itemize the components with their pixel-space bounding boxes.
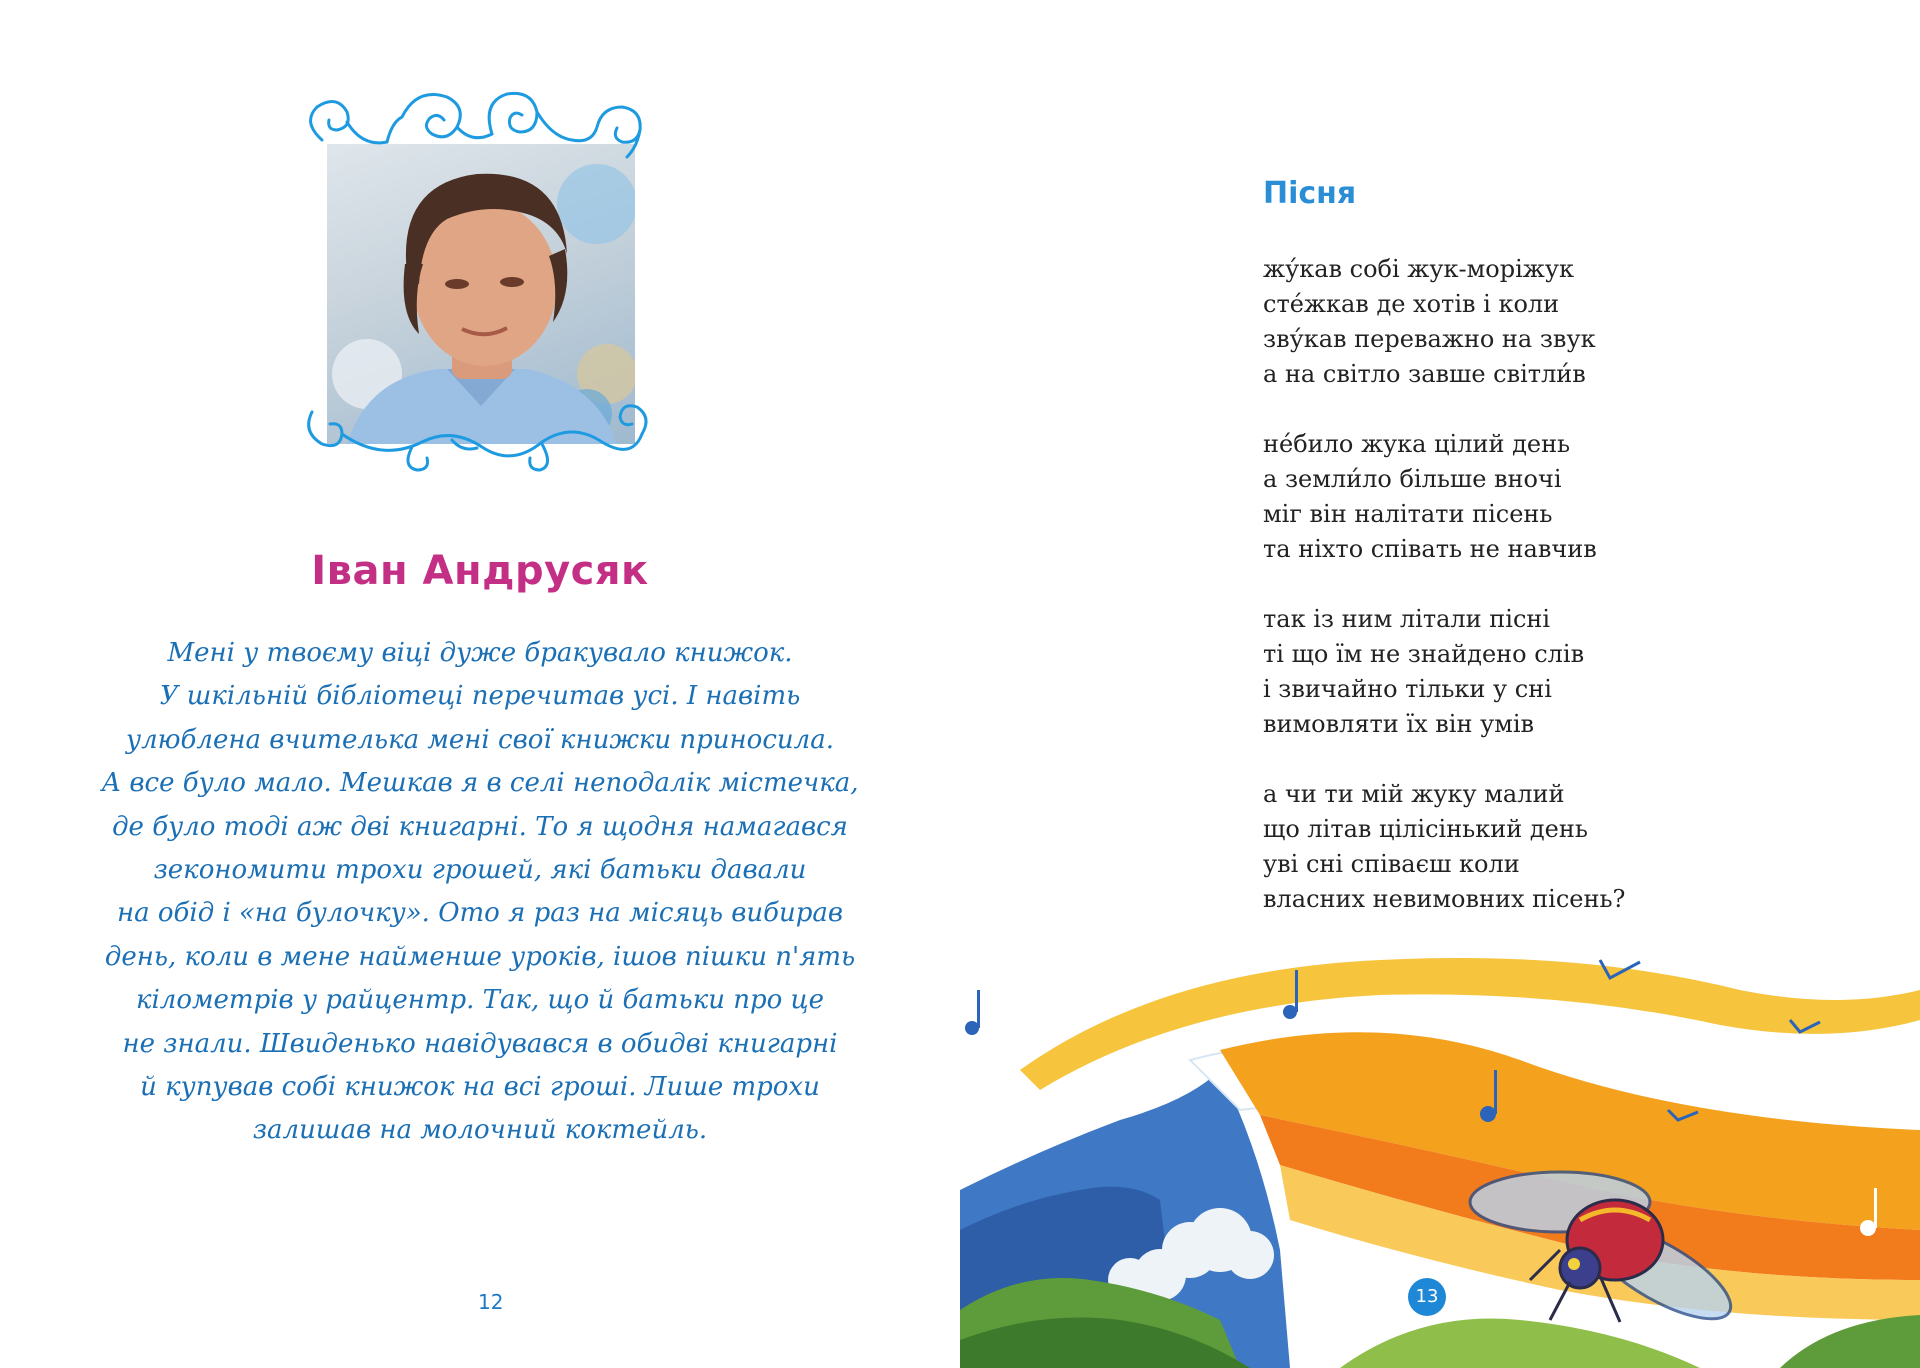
bio-line: залишав на молочний коктейль. xyxy=(252,1115,708,1146)
poem-line: ті що їм не знайдено слів xyxy=(1263,640,1585,668)
bio-line: Мені у твоєму віці дуже бракувало книжок. xyxy=(167,638,793,668)
poem-line: а чи ти мій жуку малий xyxy=(1263,780,1565,808)
bio-line: зекономити трохи грошей, які батьки давали xyxy=(153,855,807,886)
bio-line: улюблена вчителька мені свої книжки приносила. xyxy=(126,724,834,755)
poem-line: жу́кав собі жук-моріжук xyxy=(1263,255,1574,283)
bio-line: У шкільній бібліотеці перечитав усі. І навіть xyxy=(159,681,801,712)
poem xyxy=(1263,252,1625,952)
bio-line: й купував собі книжок на всі гроші. Лише трохи xyxy=(140,1072,820,1103)
poem-line: уві сні співаєш коли xyxy=(1263,850,1520,878)
poem-line: так із ним літали пісні xyxy=(1263,605,1551,633)
poem-line: не́било жука цілий день xyxy=(1263,430,1571,458)
poem-line: зву́кав переважно на звук xyxy=(1263,325,1596,353)
poem-line: що літав цілісінький день xyxy=(1263,815,1588,843)
poem-stanza xyxy=(1263,777,1625,917)
poem-stanza xyxy=(1263,602,1625,742)
poem-line: вимовляти їх він умів xyxy=(1263,710,1535,738)
page-number-right: 13 xyxy=(1408,1278,1446,1316)
bio-line: де було тоді аж дві книгарні. То я щодня намагався xyxy=(112,811,848,842)
poem-line: та ніхто співать не навчив xyxy=(1263,535,1597,563)
right-page xyxy=(960,0,1920,1368)
bio-line: А все було мало. Мешкав я в селі неподалік містечка, xyxy=(101,768,859,799)
poem-line: сте́жкав де хотів і коли xyxy=(1263,290,1560,318)
poem-line: власних невимовних пісень? xyxy=(1263,885,1626,913)
poem-stanza xyxy=(1263,427,1625,567)
poem-title: Пісня xyxy=(1263,176,1357,211)
poem-line: і звичайно тільки у сні xyxy=(1263,675,1552,703)
author-bio xyxy=(90,632,870,1153)
bio-line: кілометрів у райцентр. Так, що й батьки про це xyxy=(135,985,825,1016)
bio-line: день, коли в мене найменше уроків, ішов пішки п'ять xyxy=(104,941,856,972)
poem-stanza xyxy=(1263,252,1625,392)
bio-line: не знали. Швиденько навідувався в обидві книгарні xyxy=(122,1028,838,1059)
page-number-left: 12 xyxy=(478,1290,504,1314)
author-portrait-frame xyxy=(292,82,672,472)
bio-line: на обід і «на булочку». Ото я раз на місяць вибирав xyxy=(116,898,844,929)
swirl-ornament-icon xyxy=(292,82,672,472)
poem-line: а на світло завше світли́в xyxy=(1263,360,1586,388)
poem-line: міг він налітати пісень xyxy=(1263,500,1553,528)
author-name: Іван Андрусяк xyxy=(311,548,649,594)
poem-line: а земли́ло більше вночі xyxy=(1263,465,1562,493)
